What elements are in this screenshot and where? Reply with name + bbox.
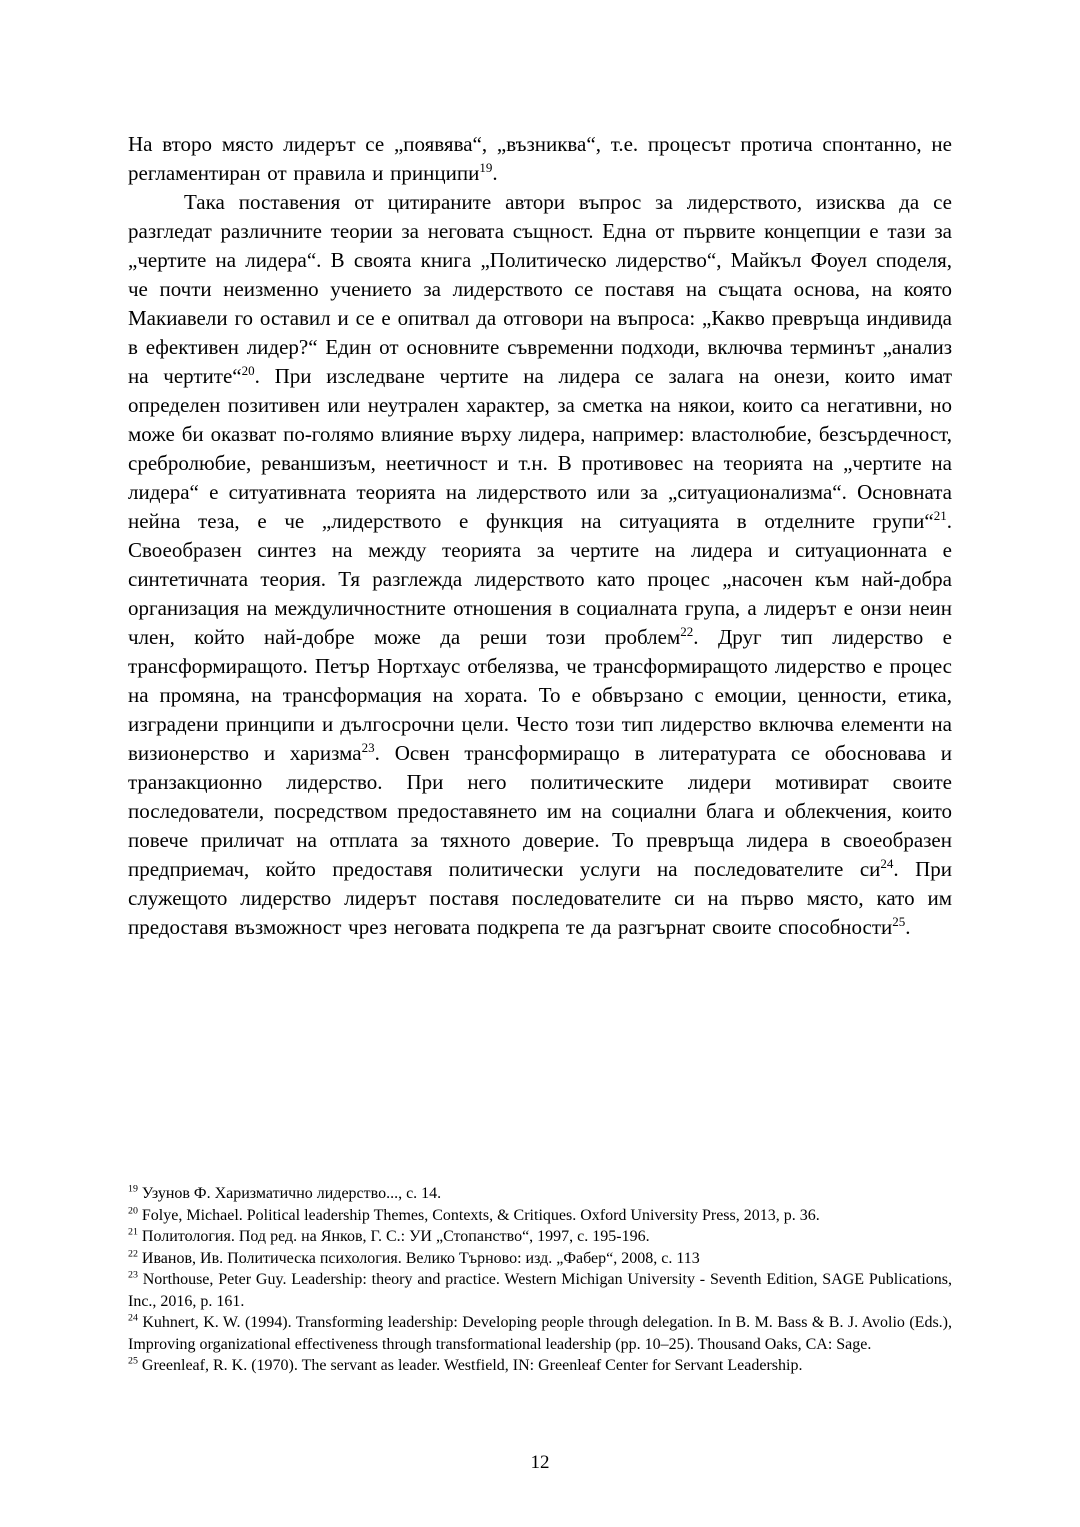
footnotes-section <box>128 1183 952 1377</box>
footnote-ref: 19 <box>479 160 493 175</box>
paragraph: На второ място лидерът се „появява“, „възниква“, т.е. процесът протича спонтанно, не регламентиран от правила и принципи$^{19}$. <box>128 132 952 185</box>
page-number: 12 <box>530 1452 550 1473</box>
footnote-number: 22 <box>128 1248 138 1260</box>
paragraph: Така поставения от цитираните автори въпрос за лидерството, изисква да се разгледат различните теории за неговата същност. Една от първите концепции е тази за „чертите на лидера“. В своята книга „Политическо лидерство“, Майкъл Фоуел споделя, че почти неизменно учението за лидерството се поставя на същата основа, на която Макиавели го оставил и се е опитвал да отговори на въпроса: „Какво превръща индивида в ефективен лидер?“ Един от основните съвременни подходи, включва терминът „анализ на чертите“$^{20}$. При изследване чертите на лидера се залага на онези, които имат определен позитивен или неутрален характер, за сметка на някои, които са негативни, но може би оказват по-голямо влияние върху лидера, например: властолюбие, безсърдечност, сребролюбие, реваншизъм, неетичност и т.н. В противовес на теорията на „чертите на лидера“ е ситуативната теорията на лидерството или за „ситуационализма“. Основната нейна теза, е че „лидерството е функция на ситуацията в отделните групи“$^{21}$. Своеобразен синтез на между теорията за чертите на лидера и ситуационната е синтетичната теория. Тя разглежда лидерството като процес „насочен към най-добра организация на междуличностните отношения в социалната група, а лидерът е онзи неин член, който най-добре може да реши този проблем$^{22}$. Друг тип лидерство е трансформиращото. Петър Нортхаус отбелязва, че трансформиращото лидерство е процес на промяна, на трансформация на хората. То е обвързано с емоции, ценности, етика, изградени принципи и дългосрочни цели. Често този тип лидерство включва елементи на визионерство и харизма$^{23}$. Освен трансформиращо в литературата се обосновава и транзакционно лидерство. При него политическите лидери мотивират своите последователи, посредством предоставянето им на социални блага и облекчения, които повече приличат на отплата за тяхното доверие. То превръща лидера в своеобразен предприемач, който предоставя политически услуги на последователите $си^{24}$. При служещото лидерство лидерът поставя последователите си на първо място, като им предоставя възможност чрез неговата подкрепа те да разгърнат своите способности$^{25}$. <box>128 190 953 939</box>
footnote: $^{25}$ Greenleaf, R. K. (1970). The servant as leader. Westfield, IN: Greenleaf Center for Servant Leadership. <box>128 1355 803 1374</box>
footnote: $^{20}$ Folye, Michael. Political leadership Themes, Contexts, & Critiques. Oxford University Press, 2013, p. 36. <box>128 1205 820 1224</box>
footnote-number: 19 <box>128 1183 138 1195</box>
footnote: $^{19}$ Узунов Ф. Харизматично лидерство..., с. 14. <box>128 1183 442 1202</box>
footnote-ref: 20 <box>241 363 255 378</box>
footnote-number: 23 <box>128 1269 138 1281</box>
body-text <box>128 130 952 942</box>
footnote-number: 21 <box>128 1226 138 1238</box>
footnote-ref: 25 <box>892 914 906 929</box>
footnote: $^{22}$ Иванов, Ив. Политическа психология. Велико Търново: изд. „Фабер“, 2008, с. 113 <box>128 1248 700 1267</box>
footnote-number: 24 <box>128 1312 138 1324</box>
footnote-ref: 21 <box>933 508 947 523</box>
footnote: $^{24}$ Kuhnert, K. W. (1994). Transforming leadership: Developing people through delegation. In B. M. Bass & B. J. Avolio (Eds.), Improving organizational effectiveness through transformational leadership (pp. 10–25). Thousand Oaks, CA: Sage. <box>128 1312 952 1353</box>
footnote-ref: 24 <box>880 856 894 871</box>
footnote: $^{23}$ Northouse, Peter Guy. Leadership: theory and practice. Western Michigan University - Seventh Edition, SAGE Publications, Inc., 2016, p. 161. <box>128 1269 952 1310</box>
footnote: $^{21}$ Политология. Под ред. на Янков, Г. С.: УИ „Стопанство“, 1997, с. 195-196. <box>128 1226 650 1245</box>
footnote-number: 25 <box>128 1355 138 1367</box>
footnote-number: 20 <box>128 1205 138 1217</box>
footnote-ref: 23 <box>361 740 375 755</box>
footnote-ref: 22 <box>680 624 694 639</box>
